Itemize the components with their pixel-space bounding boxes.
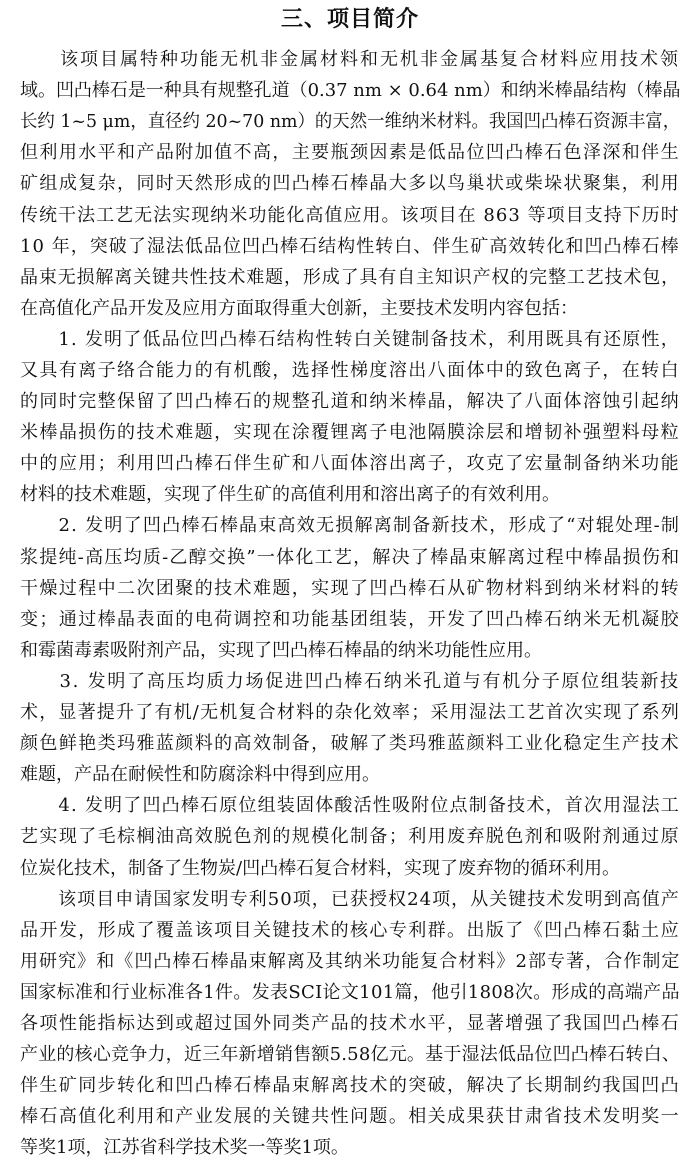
text-line: 2. 发明了凹凸棒石棒晶束高效无损解离制备新技术，形成了“对辊处理-制 — [20, 515, 681, 537]
text-line: 1. 发明了低品位凹凸棒石结构性转白关键制备技术，利用既具有还原性， — [20, 328, 680, 350]
text-line: 但利用水平和产品附加值不高，主要瓶颈因素是低品位凹凸棒石色泽深和伴生 — [20, 142, 680, 164]
text-line: 变；通过棒晶表面的电荷调控和功能基团组装，开发了凹凸棒石纳米无机凝胶 — [20, 608, 680, 630]
text-line: 晶束无损解离关键共性技术难题，形成了具有自主知识产权的完整工艺技术包， — [20, 266, 680, 288]
text-line: 材料的技术难题，实现了伴生矿的高值利用和溶出离子的有效利用。 — [20, 484, 560, 506]
text-line: 颜色鲜艳类玛雅蓝颜料的高效制备，破解了类玛雅蓝颜料工业化稳定生产技术 — [20, 733, 680, 755]
text-line: 伴生矿同步转化和凹凸棒石棒晶束解离技术的突破，解决了长期制约我国凹凸 — [20, 1075, 680, 1097]
text-line: 10 年，突破了湿法低品位凹凸棒石结构性转白、伴生矿高效转化和凹凸棒石棒 — [20, 235, 680, 257]
text-line: 用研究》和《凹凸棒石棒晶束解离及其纳米功能复合材料》2部专著，合作制定 — [20, 950, 681, 972]
text-line: 又具有离子络合能力的有机酸，选择性梯度溶出八面体中的致色离子，在转白 — [20, 359, 680, 381]
paragraph-item-4 — [20, 790, 680, 883]
text-line: 干燥过程中二次团聚的技术难题，实现了凹凸棒石从矿物材料到纳米材料的转 — [20, 577, 680, 599]
text-line: 在高值化产品开发及应用方面取得重大创新，主要技术发明内容包括： — [20, 297, 578, 319]
paragraph-item-1 — [20, 324, 680, 511]
text-line: 该项目申请国家发明专利50项，已获授权24项，从关键技术发明到高值产 — [20, 888, 680, 910]
body-text — [20, 44, 680, 1164]
paragraph-item-3 — [20, 666, 680, 790]
text-line: 浆提纯-高压均质-乙醇交换”一体化工艺，解决了棒晶束解离过程中棒晶损伤和 — [20, 546, 681, 568]
paragraph-item-2 — [20, 510, 680, 666]
text-line: 的同时完整保留了凹凸棒石的规整孔道和纳米棒晶，解决了八面体溶蚀引起纳 — [20, 391, 680, 413]
text-line: 术，显著提升了有机/无机复合材料的杂化效率；采用湿法工艺首次实现了系列 — [20, 702, 681, 724]
text-line: 中的应用；利用凹凸棒石伴生矿和八面体溶出离子，攻克了宏量制备纳米功能 — [20, 453, 680, 475]
text-line: 难题，产品在耐候性和防腐涂料中得到应用。 — [20, 764, 380, 786]
text-line: 棒石高值化利用和产业发展的关键共性问题。相关成果获甘肃省技术发明奖一 — [20, 1106, 680, 1128]
text-line: 长约 1~5 μm，直径约 20~70 nm）的天然一维纳米材料。我国凹凸棒石资源丰富， — [20, 111, 681, 133]
text-line: 域。凹凸棒石是一种具有规整孔道（0.37 nm × 0.64 nm）和纳米棒晶结构（棒晶 — [20, 80, 681, 102]
text-line: 等奖1项，江苏省科学技术奖一等奖1项。 — [20, 1137, 349, 1159]
text-line: 和霉菌毒素吸附剂产品，实现了凹凸棒石棒晶的纳米功能性应用。 — [20, 639, 542, 661]
text-line: 位炭化技术，制备了生物炭/凹凸棒石复合材料，实现了废弃物的循环利用。 — [20, 857, 621, 879]
text-line: 各项性能指标达到或超过国外同类产品的技术水平，显著增强了我国凹凸棒石 — [20, 1013, 680, 1035]
paragraph-intro — [20, 44, 680, 324]
text-line: 该项目属特种功能无机非金属材料和无机非金属基复合材料应用技术领 — [20, 49, 680, 70]
text-line: 4. 发明了凹凸棒石原位组装固体酸活性吸附位点制备技术，首次用湿法工 — [20, 795, 680, 817]
text-line: 米棒晶损伤的技术难题，实现在涂覆锂离子电池隔膜涂层和增韧补强塑料母粒 — [20, 422, 680, 444]
text-line: 国家标准和行业标准各1件。发表SCI论文101篇，他引1808次。形成的高端产品 — [20, 981, 680, 1003]
section-title: 三、项目简介 — [280, 7, 419, 32]
paragraph-summary — [20, 884, 680, 1164]
text-line: 3. 发明了高压均质力场促进凹凸棒石纳米孔道与有机分子原位组装新技 — [20, 670, 680, 692]
text-line: 产业的核心竞争力，近三年新增销售额5.58亿元。基于湿法低品位凹凸棒石转白、 — [20, 1044, 681, 1066]
text-line: 传统干法工艺无法实现纳米功能化高值应用。该项目在 863 等项目支持下历时 — [20, 204, 680, 226]
text-line: 品开发，形成了覆盖该项目关键技术的核心专利群。出版了《凹凸棒石黏土应 — [20, 919, 680, 941]
text-line: 矿组成复杂，同时天然形成的凹凸棒石棒晶大多以鸟巢状或柴垛状聚集，利用 — [20, 173, 680, 195]
text-line: 艺实现了毛棕榈油高效脱色剂的规模化制备；利用废弃脱色剂和吸附剂通过原 — [20, 826, 680, 848]
